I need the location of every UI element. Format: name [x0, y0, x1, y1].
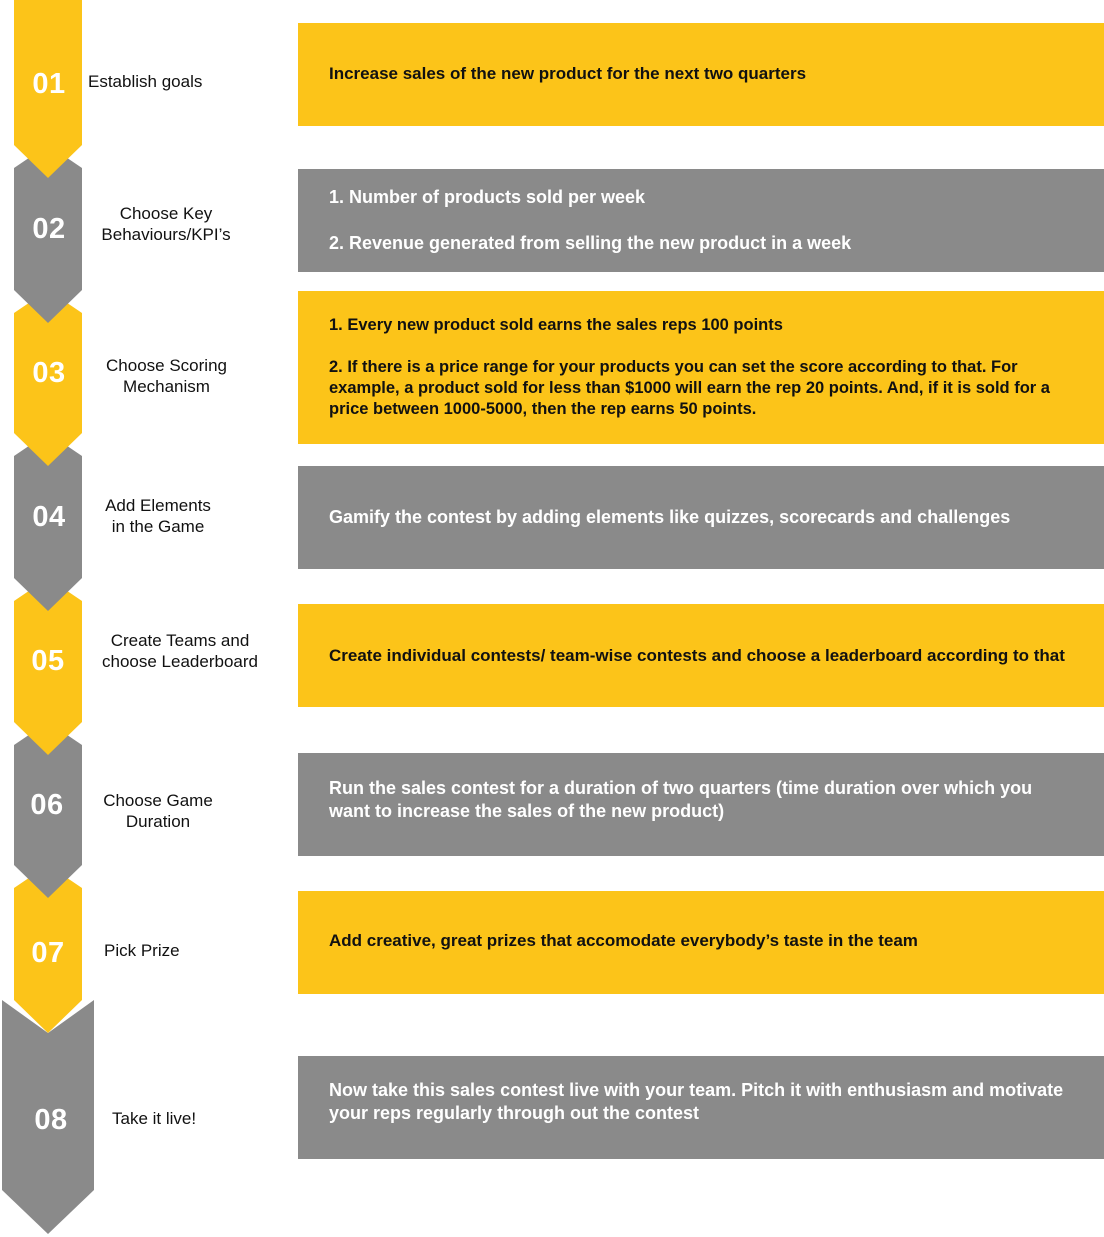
step-06-label: Choose Game Duration	[103, 791, 213, 831]
step-08-label: Take it live!	[112, 1109, 197, 1128]
step-02-description-box	[298, 169, 1104, 272]
step-06-description-box	[298, 753, 1104, 856]
step-05-description: Create individual contests/ team-wise contests and choose a leaderboard according to that	[329, 646, 1065, 665]
step-06-description: Run the sales contest for a duration of two quarters (time duration over which you want to increase the sales of the new product)	[329, 778, 1033, 821]
step-08-number: 08	[34, 1104, 68, 1136]
step-01-label: Establish goals	[88, 72, 203, 91]
step-03-number: 03	[32, 357, 66, 389]
step-02-description: 1. Number of products sold per week 2. Revenue generated from selling the new product in a week	[329, 187, 852, 253]
step-07-label: Pick Prize	[104, 941, 180, 960]
step-08-description: Now take this sales contest live with your team. Pitch it with enthusiasm and motivate your reps regularly through out the contest	[329, 1080, 1064, 1123]
step-08-description-box	[298, 1056, 1104, 1159]
step-03-description-box	[298, 291, 1104, 444]
step-01-number: 01	[32, 68, 66, 100]
step-05-label: Create Teams and choose Leaderboard	[102, 631, 258, 671]
step-01-description-box	[298, 23, 1104, 126]
step-03-description: 1. Every new product sold earns the sales reps 100 points 2. If there is a price range for your products you can set the score according to that. For example, a product sold for less than $1000 will earn the rep 20 points. And, if it is sold for a price between 1000-5000, then the rep earns 50 points.	[329, 316, 1050, 418]
step-04-number: 04	[32, 501, 66, 533]
step-04-description-box	[298, 466, 1104, 569]
step-02-number: 02	[32, 213, 66, 245]
step-03-label: Choose Scoring Mechanism	[106, 356, 227, 396]
step-07-description: Add creative, great prizes that accomodate everybody’s taste in the team	[329, 931, 918, 950]
step-04-description: Gamify the contest by adding elements like quizzes, scorecards and challenges	[329, 507, 1011, 527]
step-07-number: 07	[31, 937, 65, 969]
step-01-description: Increase sales of the new product for the next two quarters	[329, 64, 807, 83]
step-05-description-box	[298, 604, 1104, 707]
step-06-number: 06	[30, 789, 64, 821]
step-02-label: Choose Key Behaviours/KPI’s	[101, 204, 231, 244]
step-07-description-box	[298, 891, 1104, 994]
step-04-label: Add Elements in the Game	[105, 496, 211, 536]
step-05-number: 05	[31, 645, 65, 677]
